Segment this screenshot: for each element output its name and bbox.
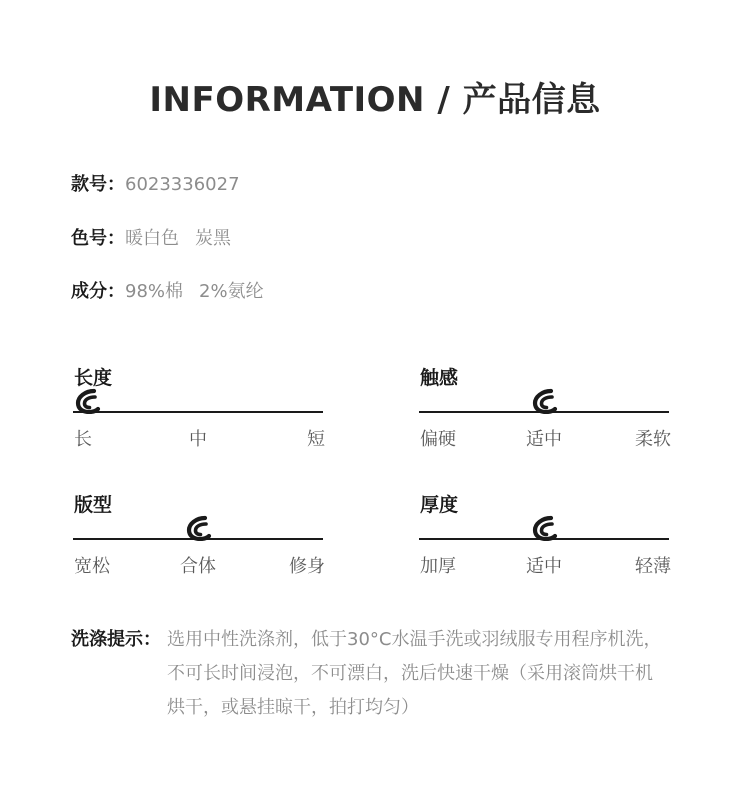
brand-logo-icon (532, 388, 558, 414)
feel-tick-2: 柔软 (635, 429, 671, 450)
brand-logo-icon (186, 515, 212, 541)
style-number-label: 款号： (71, 174, 125, 195)
washing-label: 洗涤提示： (71, 629, 161, 650)
fit-tick-2: 修身 (289, 556, 325, 577)
washing-line-3: 烘干，或悬挂晾干，拍打均匀） (167, 697, 419, 718)
composition-row (71, 280, 264, 304)
style-number-row (71, 173, 240, 197)
length-scale (73, 363, 325, 463)
feel-tick-0: 偏硬 (420, 429, 456, 450)
composition-value-1: 98%棉 (125, 281, 184, 302)
fit-scale-title: 版型 (74, 494, 113, 516)
color-value-1: 暖白色 (125, 228, 179, 249)
composition-label: 成分： (71, 281, 125, 302)
brand-logo-icon (75, 388, 101, 414)
washing-line-1: 选用中性洗涤剂，低于30°C水温手洗或羽绒服专用程序机洗， (167, 629, 662, 650)
brand-logo-icon (532, 515, 558, 541)
washing-text (167, 623, 687, 725)
length-scale-line (73, 411, 323, 413)
thickness-tick-0: 加厚 (420, 556, 456, 577)
length-tick-1: 中 (189, 429, 207, 450)
thickness-tick-2: 轻薄 (635, 556, 671, 577)
fit-tick-0: 宽松 (74, 556, 110, 577)
length-tick-0: 长 (74, 429, 92, 450)
length-scale-title: 长度 (74, 367, 113, 389)
feel-scale (419, 363, 671, 463)
thickness-tick-1: 适中 (526, 556, 562, 577)
composition-value-2: 2%氨纶 (199, 281, 264, 302)
feel-scale-title: 触感 (420, 367, 459, 389)
color-row (71, 227, 231, 251)
fit-scale (73, 490, 325, 590)
fit-tick-1: 合体 (180, 556, 216, 577)
page-title: INFORMATION / 产品信息 (149, 80, 601, 120)
length-tick-2: 短 (307, 429, 325, 450)
style-number-value: 6023336027 (125, 174, 240, 195)
thickness-scale-title: 厚度 (420, 494, 459, 516)
color-value-2: 炭黑 (195, 228, 231, 249)
color-label: 色号： (71, 228, 125, 249)
feel-tick-1: 适中 (526, 429, 562, 450)
washing-line-2: 不可长时间浸泡，不可漂白，洗后快速干燥（采用滚筒烘干机 (167, 663, 653, 684)
thickness-scale (419, 490, 671, 590)
